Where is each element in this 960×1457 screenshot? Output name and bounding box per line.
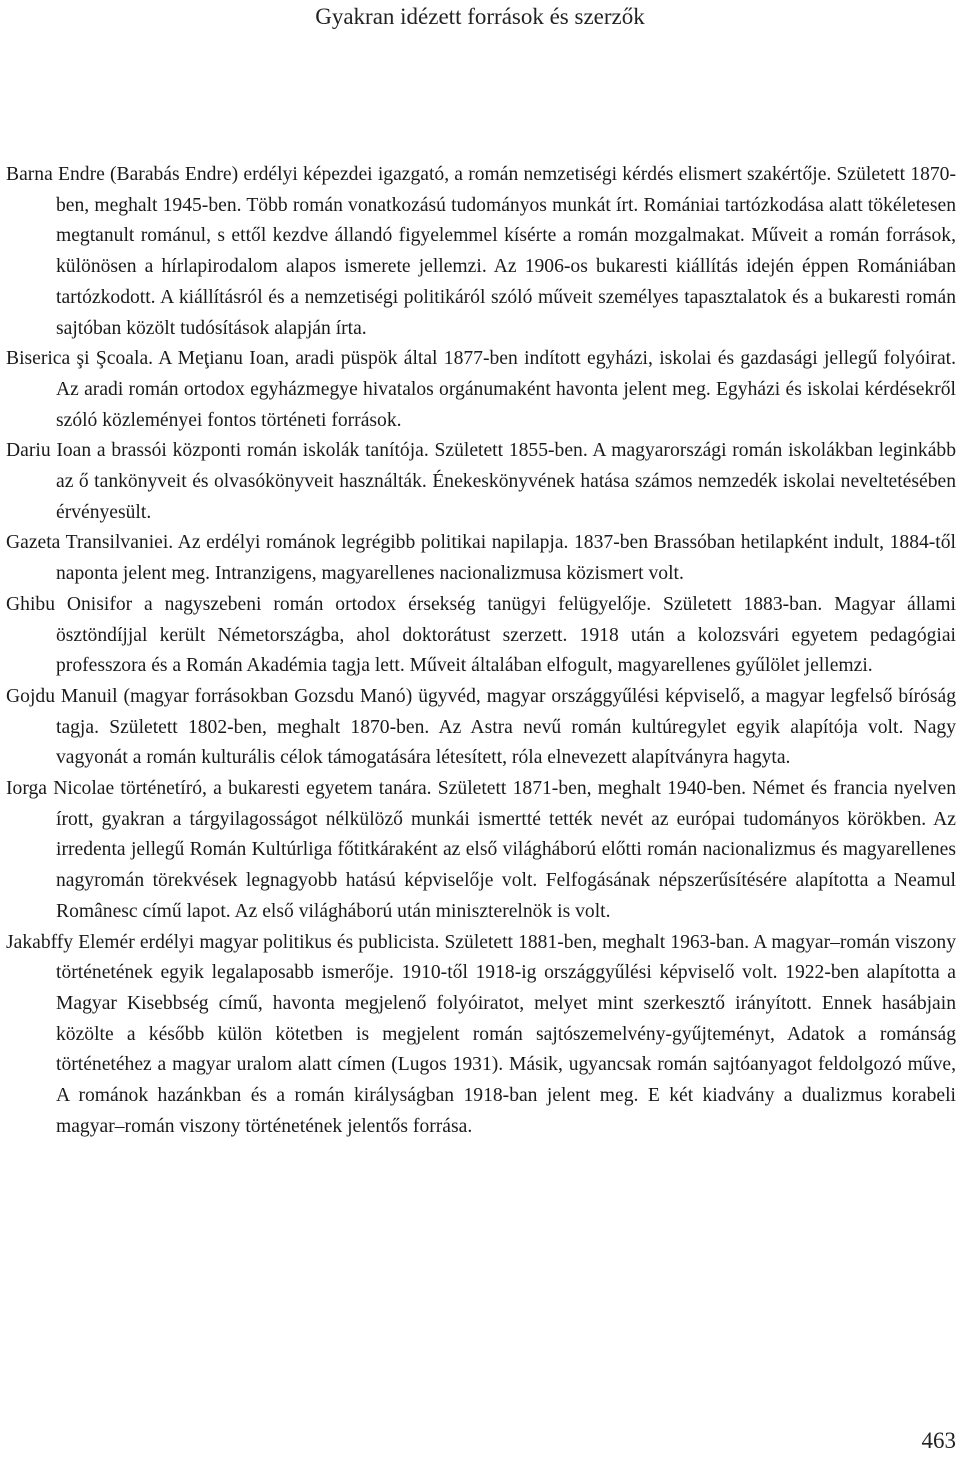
entry-gojdu-manuil: Gojdu Manuil (magyar forrásokban Gozsdu Manó) ügyvéd, magyar országgyűlési képviselő, a magyar legfelső bíróság tagja. Született 1802-ben, meghalt 1870-ben. Az Astra nevű román kultúregylet egyik alapítója volt. Nagy vagyonát a román kulturális célok támogatására létesített, róla elnevezett alapítványra hagyta. <box>6 685 956 769</box>
entry-iorga-nicolae: Iorga Nicolae történetíró, a bukaresti egyetem tanára. Született 1871-ben, meghalt 1940-ben. Német és francia nyelven írott, gyakran a tárgyilagosságot nélkülöző munkái ismertté tették nevét az európai tudományos körökben. Az irredenta jellegű Román Kultúrliga főtitkáraként az első világháború előtti román nacionalizmus és magyarellenes nagyromán törekvések legnagyobb hatású képviselője volt. Felfogásának népszerűsítésére alapította a Neamul Românesc című lapot. Az első világháború után miniszterelnök is volt. <box>6 778 956 922</box>
entry-jakabffy-elemer: Jakabffy Elemér erdélyi magyar politikus és publicista. Született 1881-ben, meghalt 1963-ban. A magyar–román viszony történetének egyik legalaposabb ismerője. 1910-től 1918-ig országgyűlési képviselő volt. 1922-ben alapította a Magyar Kisebbség című, havonta megjelenő folyóiratot, melyet mint szerkesztő irányított. Ennek hasábjain közölte a később külön kötetben is megjelent román sajtószemelvény-gyűjteményt, Adatok a románság történetéhez a magyar uralom alatt címen (Lugos 1931). Másik, ugyancsak román sajtóanyagot feldolgozó műve, A románok hazánkban és a román királyságban 1918-ban jelent meg. E két kiadvány a dualizmus korabeli magyar–román viszony történetének jelentős forrása. <box>6 931 956 1137</box>
entry-list <box>6 160 956 1143</box>
entry-barna-endre: Barna Endre (Barabás Endre) erdélyi képezdei igazgató, a román nemzetiségi kérdés elismert szakértője. Született 1870-ben, meghalt 1945-ben. Több román vonatkozású tudományos munkát írt. Romániai tartózkodása alatt tökéletesen megtanult románul, s ettől kezdve állandó figyelemmel kísérte a román mozgalmakat. Műveit a román források, különösen a hírlapirodalom alapos ismerete jellemzi. Az 1906-os bukaresti kiállítás idején éppen Romániában tartózkodott. A kiállításról és a nemzetiségi politikáról szóló műveit személyes tapasztalatok és a bukaresti román sajtóban közölt tudósítások alapján írta. <box>6 164 956 339</box>
entry-ghibu-onisifor: Ghibu Onisifor a nagyszebeni román ortodox érsekség tanügyi felügyelője. Született 1883-ban. Magyar állami ösztöndíjjal került Németországba, ahol doktorátust szerzett. 1918 után a kolozsvári egyetem pedagógiai professzora és a Román Akadémia tagja lett. Műveit általában elfogult, magyarellenes gyűlölet jellemzi. <box>6 593 956 677</box>
running-head: Gyakran idézett források és szerzők <box>315 4 645 29</box>
page-number: 463 <box>921 1428 956 1453</box>
entry-dariu-ioan: Dariu Ioan a brassói központi román iskolák tanítója. Született 1855-ben. A magyarországi román iskolákban leginkább az ő tankönyveit és olvasókönyveit használták. Énekeskönyvének hatása számos nemzedék iskolai neveltetésében érvényesült. <box>6 440 956 523</box>
entry-biserica-si-scoala: Biserica şi Şcoala. A Meţianu Ioan, aradi püspök által 1877-ben indított egyházi, iskolai és gazdasági jellegű folyóirat. Az aradi román ortodox egyházmegye hivatalos orgánumaként havonta jelent meg. Egyházi és iskolai kérdésekről szóló közleményei fontos történeti források. <box>6 348 956 431</box>
entry-gazeta-transilvaniei: Gazeta Transilvaniei. Az erdélyi románok legrégibb politikai napilapja. 1837-ben Brassóban hetilapként indult, 1884-től naponta jelent meg. Intranzigens, magyarellenes nacionalizmusa közismert volt. <box>6 532 956 585</box>
